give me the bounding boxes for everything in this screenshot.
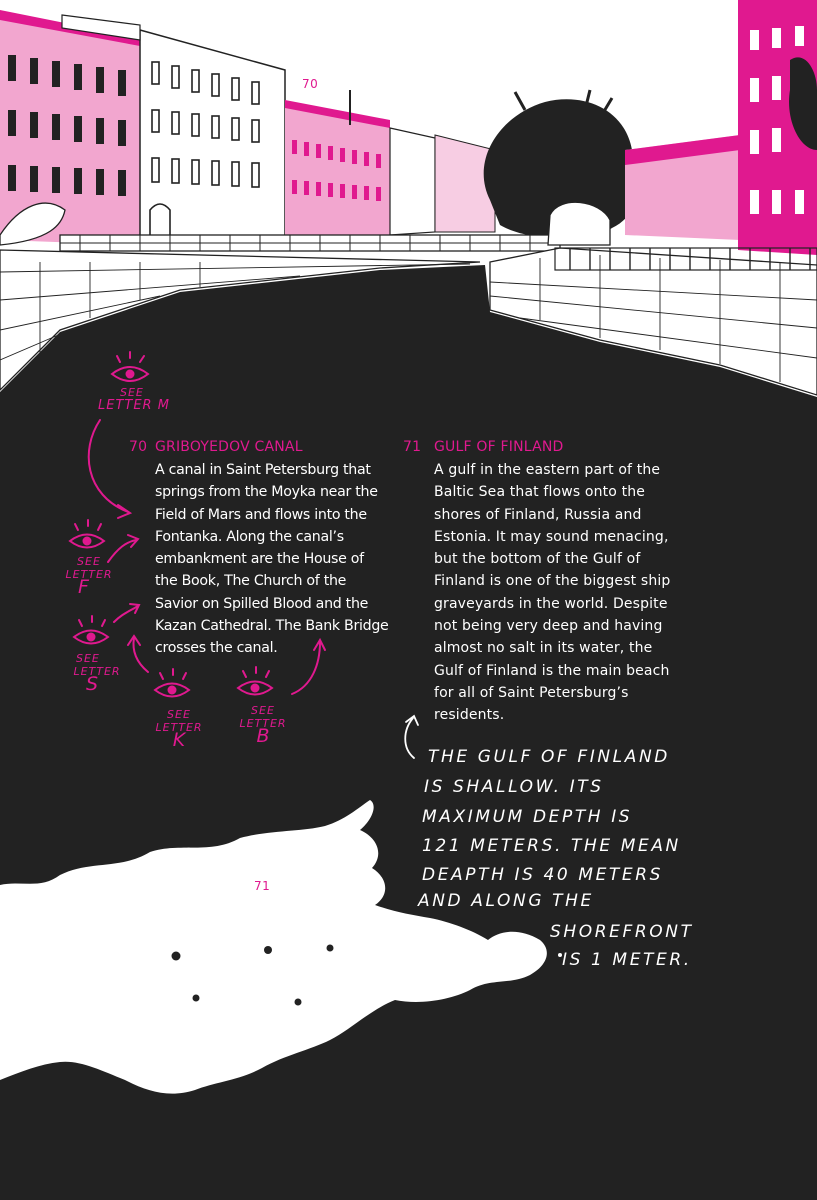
entry-body: A gulf in the eastern part of the Baltic Sea that flows onto the shores of Finland, Russia and Estonia. It may sound menacing, but the bottom of the Gulf of Finland is one of the biggest ship graveyards in the world. Despite not being very deep and having almost no salt in its water, the Gulf of Finland is the main beach for all of Saint Petersburg’s residents. — [434, 462, 671, 724]
see-label: SEE — [76, 652, 100, 665]
see-letter-b — [228, 704, 298, 747]
handwritten-note-line: IS SHALLOW. ITS — [424, 777, 604, 797]
letter-char: F — [78, 576, 89, 598]
letter-char: S — [86, 673, 99, 695]
entry-heading — [403, 439, 673, 455]
see-letter-k — [144, 708, 214, 751]
entry-number: 71 — [403, 439, 422, 455]
page-number-bottom: 71 — [254, 879, 271, 893]
see-label: SEE — [167, 708, 191, 721]
letter-label: LETTER — [73, 665, 121, 678]
handwritten-note-line: THE GULF OF FINLAND — [428, 747, 670, 767]
page-number-top: 70 — [302, 77, 319, 91]
letter-label: LETTER — [65, 568, 113, 581]
handwritten-note-line: 121 METERS. THE MEAN — [422, 836, 681, 856]
pink-building-left — [0, 10, 140, 245]
see-letter-m — [98, 386, 208, 412]
entry-title: GRIBOYEDOV CANAL — [155, 439, 303, 455]
entry-griboyedov-canal — [129, 439, 389, 660]
letter-char: B — [256, 725, 270, 747]
letter-char: K — [172, 729, 186, 751]
entry-body: A canal in Saint Petersburg that springs from the Moyka near the Field of Mars and flows into the Fontanka. Along the canal’s embankment are the House of the Book, The Church of the Savior on Spilled Blood and the Kazan Cathedral. The Bank Bridge crosses the canal. — [155, 462, 389, 657]
see-letter-f — [56, 555, 122, 598]
handwritten-note-line: IS 1 METER. — [562, 950, 692, 970]
handwritten-note-line: MAXIMUM DEPTH IS — [422, 807, 633, 827]
handwritten-note-line: DEAPTH IS 40 METERS — [422, 865, 664, 885]
entry-number: 70 — [129, 439, 148, 455]
see-label: SEE — [120, 386, 144, 399]
entry-gulf-of-finland — [403, 439, 673, 727]
letter-label: LETTER — [155, 721, 203, 734]
handwritten-note-line: AND ALONG THE — [418, 891, 594, 911]
see-letter-s — [64, 652, 130, 695]
entry-heading — [129, 439, 389, 455]
letter-label: LETTER M — [98, 398, 170, 413]
letter-label: LETTER — [239, 717, 287, 730]
see-label: SEE — [251, 704, 275, 717]
see-label: SEE — [77, 555, 101, 568]
entry-title: GULF OF FINLAND — [434, 439, 564, 455]
handwritten-note-line: SHOREFRONT — [550, 922, 694, 942]
